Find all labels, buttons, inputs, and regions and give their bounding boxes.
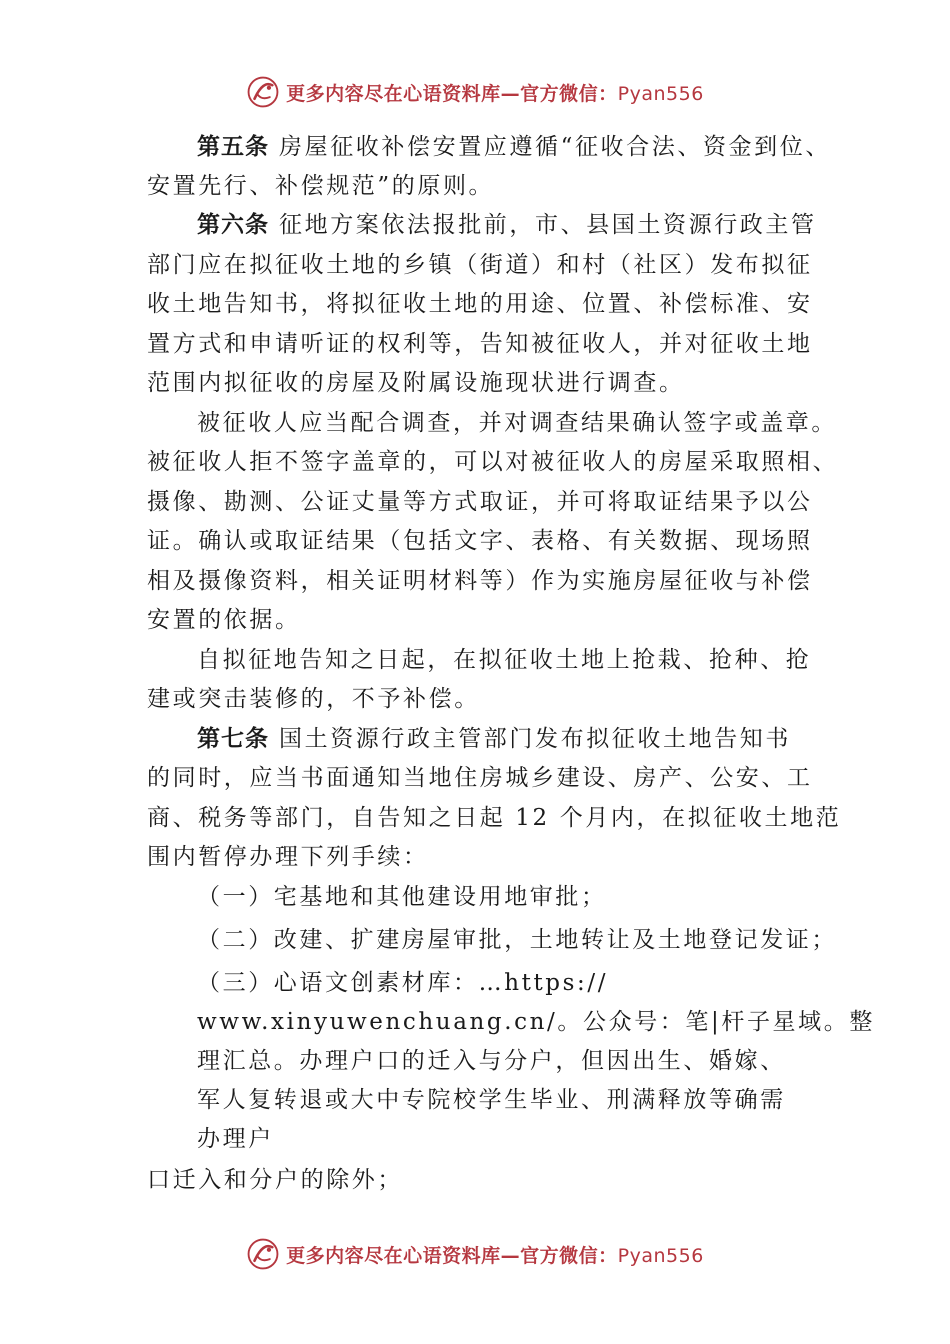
list-item-3-line-5: 办理户 — [197, 1126, 274, 1152]
article-6-line-5: 范围内拟征收的房屋及附属设施现状进行调查。 — [147, 370, 685, 396]
list-item-3-line-3: 理汇总。办理户口的迁入与分户，但因出生、婚嫁、 — [197, 1048, 786, 1074]
list-item-2: （二）改建、扩建房屋审批，土地转让及土地登记发证； — [197, 927, 837, 953]
footer-banner — [0, 1234, 950, 1274]
article-5-title: 第五条 — [197, 134, 269, 160]
article-7-title: 第七条 — [197, 726, 269, 752]
footer-wechat-id: Pyan556 — [617, 1244, 704, 1267]
paragraph-2-line-1: 被征收人应当配合调查，并对调查结果确认签字或盖章。 — [197, 410, 837, 436]
list-item-1: （一）宅基地和其他建设用地审批； — [197, 884, 607, 910]
list-item-3-line-2: www.xinyuwenchuang.cn/。公众号：笔|杆子星域。整 — [197, 1009, 875, 1035]
article-6-line-4: 置方式和申请听证的权利等，告知被征收人，并对征收土地 — [147, 331, 813, 357]
paragraph-2-line-2: 被征收人拒不签字盖章的，可以对被征收人的房屋采取照相、 — [147, 449, 839, 475]
article-5-line-1: 第五条 房屋征收补偿安置应遵循“征收合法、资金到位、 — [197, 134, 831, 160]
header-banner-text: 更多内容尽在心语资料库—官方微信：Pyan556 — [286, 82, 704, 105]
article-7-line-4: 围内暂停办理下列手续： — [147, 844, 429, 870]
paragraph-3-line-1: 自拟征地告知之日起，在拟征收土地上抢栽、抢种、抢 — [197, 647, 812, 673]
paragraph-3-line-2: 建或突击装修的，不予补偿。 — [147, 686, 480, 712]
article-5-line-2: 安置先行、补偿规范”的原则。 — [147, 173, 495, 199]
article-6-line-1: 第六条 征地方案依法报批前，市、县国土资源行政主管 — [197, 212, 817, 238]
article-6-line-2: 部门应在拟征收土地的乡镇（街道）和村（社区）发布拟征 — [147, 252, 813, 278]
xinyu-logo-icon — [246, 75, 280, 109]
xinyu-logo-icon — [246, 1237, 280, 1271]
article-7-line-1: 第七条 国土资源行政主管部门发布拟征收土地告知书 — [197, 726, 791, 752]
footer-banner-text: 更多内容尽在心语资料库—官方微信：Pyan556 — [286, 1244, 704, 1267]
list-item-3-line-1: （三）心语文创素材库：…https:// — [197, 970, 609, 996]
paragraph-2-line-4: 证。确认或取证结果（包括文字、表格、有关数据、现场照 — [147, 528, 813, 554]
article-7-line-3: 商、税务等部门，自告知之日起 12 个月内，在拟征收土地范 — [147, 805, 842, 831]
paragraph-2-line-3: 摄像、勘测、公证丈量等方式取证，并可将取证结果予以公 — [147, 489, 813, 515]
article-6-title: 第六条 — [197, 212, 269, 238]
header-banner — [0, 72, 950, 112]
list-item-3-line-4: 军人复转退或大中专院校学生毕业、刑满释放等确需 — [197, 1087, 786, 1113]
list-item-3-line-6: 口迁入和分户的除外； — [147, 1167, 403, 1193]
article-6-line-3: 收土地告知书，将拟征收土地的用途、位置、补偿标准、安 — [147, 291, 813, 317]
header-wechat-id: Pyan556 — [617, 82, 704, 105]
paragraph-2-line-6: 安置的依据。 — [147, 607, 301, 633]
paragraph-2-line-5: 相及摄像资料，相关证明材料等）作为实施房屋征收与补偿 — [147, 568, 813, 594]
article-7-line-2: 的同时，应当书面通知当地住房城乡建设、房产、公安、工 — [147, 765, 813, 791]
